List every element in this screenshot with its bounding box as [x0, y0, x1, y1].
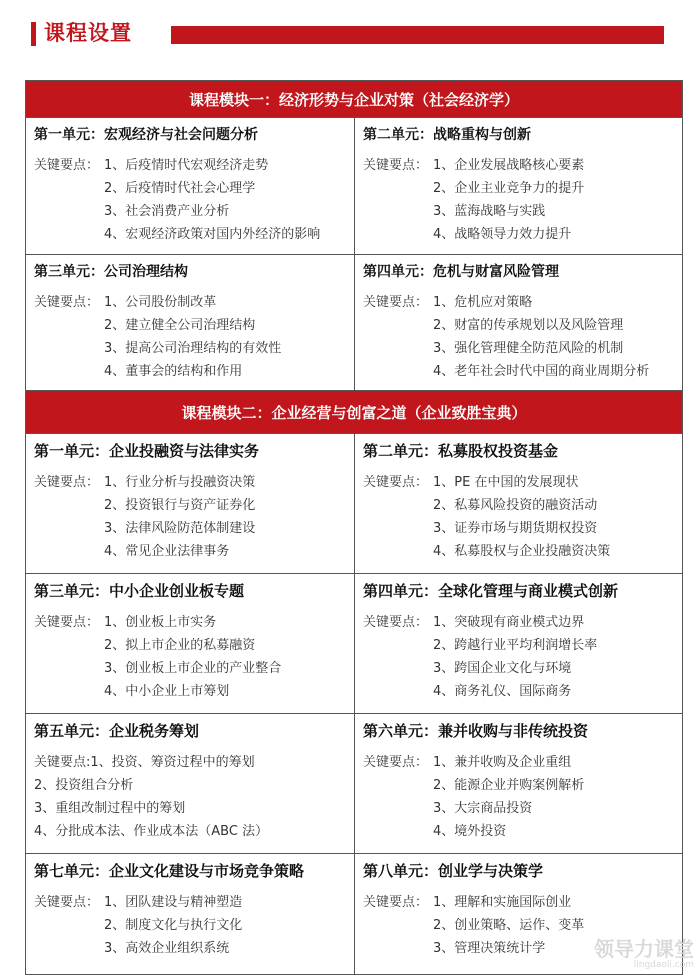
- key-point-text: 3、管理决策统计学: [433, 941, 546, 956]
- indent-spacer: [363, 774, 433, 797]
- unit-title: 第七单元：企业文化建设与市场竞争策略: [34, 862, 305, 880]
- key-point-item: [363, 314, 676, 337]
- unit-title: 第四单元：全球化管理与商业模式创新: [363, 582, 619, 600]
- indent-spacer: [363, 634, 433, 657]
- unit-cell: [26, 255, 354, 390]
- indent-spacer: [363, 494, 433, 517]
- unit-title: 第四单元：危机与财富风险管理: [363, 264, 559, 280]
- unit-row: [26, 574, 682, 714]
- unit-title: 第二单元：战略重构与创新: [363, 127, 531, 143]
- key-point-item: [363, 797, 676, 820]
- unit-row: [26, 854, 682, 974]
- key-points-list: [363, 471, 676, 563]
- key-points-label: 关键要点：: [34, 895, 100, 910]
- key-point-text: 1、理解和实施国际创业: [433, 895, 572, 910]
- indent-spacer: [34, 540, 104, 563]
- key-point-item: [363, 200, 676, 223]
- key-point-item: [34, 154, 348, 177]
- header-red-bar: [171, 26, 664, 44]
- unit-cell: [354, 118, 682, 254]
- key-point-item: [34, 540, 348, 563]
- key-points-label: 关键要点：: [363, 475, 429, 490]
- key-point-text: 3、提高公司治理结构的有效性: [104, 341, 282, 356]
- key-point-text: 2、拟上市企业的私募融资: [104, 638, 256, 653]
- indent-spacer: [34, 177, 104, 200]
- unit-cell: [26, 714, 354, 853]
- key-points-label: 关键要点：: [34, 295, 100, 310]
- title-accent-bar: [31, 22, 36, 46]
- key-point-text: 3、社会消费产业分析: [104, 204, 230, 219]
- unit-title: 第一单元：宏观经济与社会问题分析: [34, 127, 258, 143]
- indent-spacer: [34, 337, 104, 360]
- indent-spacer: [363, 360, 433, 383]
- key-point-text: 2、投资银行与资产证券化: [104, 498, 256, 513]
- unit-title: 第八单元：创业学与决策学: [363, 862, 544, 880]
- key-point-item: [34, 680, 348, 703]
- indent-spacer: [34, 360, 104, 383]
- key-point-item: [34, 891, 348, 914]
- indent-spacer: [363, 540, 433, 563]
- unit-title: 第一单元：企业投融资与法律实务: [34, 442, 260, 460]
- key-point-text: 1、危机应对策略: [433, 295, 533, 310]
- indent-spacer: [363, 200, 433, 223]
- unit-cell: [354, 255, 682, 390]
- key-point-item: [363, 774, 676, 797]
- indent-spacer: [34, 200, 104, 223]
- key-point-text: 1、团队建设与精神塑造: [104, 895, 243, 910]
- key-point-text: 3、强化管理健全防范风险的机制: [433, 341, 624, 356]
- indent-spacer: [34, 634, 104, 657]
- key-point-text: 3、重组改制过程中的筹划: [34, 801, 186, 816]
- indent-spacer: [363, 314, 433, 337]
- key-point-item: [34, 314, 348, 337]
- key-point-text: 2、企业主业竞争力的提升: [433, 181, 585, 196]
- indent-spacer: [363, 223, 433, 246]
- indent-spacer: [34, 517, 104, 540]
- watermark-subtext: lingdaoli.com: [633, 960, 694, 970]
- key-point-text: 4、分批成本法、作业成本法（ABC 法）: [34, 824, 269, 839]
- indent-spacer: [363, 937, 433, 960]
- indent-spacer: [34, 657, 104, 680]
- unit-cell: [26, 118, 354, 254]
- key-points-list: [363, 291, 676, 383]
- key-point-item: [34, 471, 348, 494]
- key-point-item: [363, 657, 676, 680]
- key-point-text: 4、董事会的结构和作用: [104, 364, 243, 379]
- key-point-text: 3、证券市场与期货期权投资: [433, 521, 598, 536]
- key-point-item: [363, 751, 676, 774]
- key-point-item: [363, 680, 676, 703]
- key-point-item: [34, 634, 348, 657]
- key-point-item: [34, 937, 348, 960]
- indent-spacer: [363, 177, 433, 200]
- key-point-text: 2、制度文化与执行文化: [104, 918, 243, 933]
- key-point-text: 2、建立健全公司治理结构: [104, 318, 256, 333]
- unit-cell: [26, 854, 354, 974]
- indent-spacer: [34, 914, 104, 937]
- unit-cell: [26, 574, 354, 713]
- unit-title: 第六单元：兼并收购与非传统投资: [363, 722, 589, 740]
- watermark-text: 领导力课堂: [594, 937, 694, 961]
- key-point-item: [34, 360, 348, 383]
- key-point-text: 4、境外投资: [433, 824, 507, 839]
- key-point-item: [34, 200, 348, 223]
- key-point-item: [363, 634, 676, 657]
- key-point-item: [363, 517, 676, 540]
- key-point-item: [363, 611, 676, 634]
- watermark: [594, 938, 694, 970]
- unit-title: 第三单元：公司治理结构: [34, 264, 188, 280]
- key-point-text: 4、常见企业法律事务: [104, 544, 230, 559]
- page-title: 课程设置: [44, 21, 132, 45]
- unit-cell: [354, 434, 682, 573]
- key-point-item: [363, 891, 676, 914]
- module-header: 课程模块二：企业经营与创富之道（企业致胜宝典）: [26, 391, 682, 434]
- key-point-text: 4、商务礼仪、国际商务: [433, 684, 572, 699]
- key-point-text: 2、私募风险投资的融资活动: [433, 498, 598, 513]
- key-point-item: [34, 774, 348, 797]
- key-point-item: [363, 177, 676, 200]
- key-points-label: 关键要点：: [363, 895, 429, 910]
- key-points-list: [363, 611, 676, 703]
- indent-spacer: [363, 820, 433, 843]
- key-point-item: [363, 471, 676, 494]
- key-point-text: 4、中小企业上市筹划: [104, 684, 230, 699]
- unit-title: 第三单元：中小企业创业板专题: [34, 582, 245, 600]
- key-point-text: 3、跨国企业文化与环境: [433, 661, 572, 676]
- key-point-item: [34, 914, 348, 937]
- key-points-label: 关键要点：: [34, 615, 100, 630]
- module-header: 课程模块一：经济形势与企业对策（社会经济学）: [26, 81, 682, 118]
- unit-row: [26, 714, 682, 854]
- key-point-text: 关键要点:1、投资、筹资过程中的筹划: [34, 755, 255, 770]
- key-point-text: 1、PE 在中国的发展现状: [433, 475, 579, 490]
- key-point-item: [363, 914, 676, 937]
- key-point-item: [363, 540, 676, 563]
- unit-cell: [354, 714, 682, 853]
- key-point-text: 3、大宗商品投资: [433, 801, 533, 816]
- indent-spacer: [34, 314, 104, 337]
- indent-spacer: [363, 914, 433, 937]
- key-points-list: [34, 471, 348, 563]
- key-point-item: [34, 751, 348, 774]
- key-point-item: [363, 494, 676, 517]
- key-point-text: 1、企业发展战略核心要素: [433, 158, 585, 173]
- key-point-item: [34, 657, 348, 680]
- key-points-list: [34, 751, 348, 843]
- key-point-text: 2、投资组合分析: [34, 778, 134, 793]
- indent-spacer: [34, 223, 104, 246]
- key-point-item: [363, 291, 676, 314]
- indent-spacer: [363, 657, 433, 680]
- key-point-text: 1、后疫情时代宏观经济走势: [104, 158, 269, 173]
- key-points-list: [34, 154, 348, 246]
- unit-cell: [354, 574, 682, 713]
- key-point-text: 1、创业板上市实务: [104, 615, 217, 630]
- key-point-text: 2、创业策略、运作、变革: [433, 918, 585, 933]
- key-point-text: 2、后疫情时代社会心理学: [104, 181, 256, 196]
- key-points-label: 关键要点：: [363, 615, 429, 630]
- key-points-label: 关键要点：: [34, 158, 100, 173]
- unit-row: [26, 255, 682, 391]
- unit-title: 第二单元：私募股权投资基金: [363, 442, 559, 460]
- key-point-text: 4、战略领导力效力提升: [433, 227, 572, 242]
- key-points-label: 关键要点：: [363, 158, 429, 173]
- key-point-text: 4、老年社会时代中国的商业周期分析: [433, 364, 650, 379]
- key-points-list: [34, 611, 348, 703]
- page-header: [0, 0, 700, 60]
- key-points-list: [363, 751, 676, 843]
- key-points-label: 关键要点：: [363, 755, 429, 770]
- key-point-item: [34, 797, 348, 820]
- key-point-item: [34, 517, 348, 540]
- key-point-text: 1、突破现有商业模式边界: [433, 615, 585, 630]
- key-point-item: [34, 611, 348, 634]
- key-point-text: 4、私募股权与企业投融资决策: [433, 544, 611, 559]
- key-point-item: [34, 494, 348, 517]
- indent-spacer: [34, 937, 104, 960]
- key-point-text: 3、创业板上市企业的产业整合: [104, 661, 282, 676]
- key-point-text: 3、蓝海战略与实践: [433, 204, 546, 219]
- indent-spacer: [363, 797, 433, 820]
- key-point-item: [34, 820, 348, 843]
- key-point-item: [34, 177, 348, 200]
- unit-title: 第五单元：企业税务筹划: [34, 722, 200, 740]
- unit-row: [26, 118, 682, 255]
- unit-row: [26, 434, 682, 574]
- key-point-item: [34, 291, 348, 314]
- key-points-list: [34, 891, 348, 960]
- key-points-label: 关键要点：: [363, 295, 429, 310]
- key-point-item: [363, 820, 676, 843]
- key-points-list: [34, 291, 348, 383]
- key-point-text: 4、宏观经济政策对国内外经济的影响: [104, 227, 321, 242]
- unit-cell: [26, 434, 354, 573]
- key-point-item: [363, 154, 676, 177]
- key-point-text: 2、财富的传承规划以及风险管理: [433, 318, 624, 333]
- key-point-item: [34, 223, 348, 246]
- key-point-item: [363, 337, 676, 360]
- key-point-item: [363, 360, 676, 383]
- key-point-item: [363, 223, 676, 246]
- key-points-list: [363, 154, 676, 246]
- key-point-text: 1、公司股份制改革: [104, 295, 217, 310]
- key-point-text: 2、能源企业并购案例解析: [433, 778, 585, 793]
- indent-spacer: [34, 494, 104, 517]
- course-table: [25, 80, 683, 975]
- indent-spacer: [363, 337, 433, 360]
- indent-spacer: [363, 680, 433, 703]
- key-point-text: 1、兼并收购及企业重组: [433, 755, 572, 770]
- key-points-label: 关键要点：: [34, 475, 100, 490]
- key-point-item: [34, 337, 348, 360]
- indent-spacer: [34, 680, 104, 703]
- indent-spacer: [363, 517, 433, 540]
- key-point-text: 3、法律风险防范体制建设: [104, 521, 256, 536]
- key-point-text: 3、高效企业组织系统: [104, 941, 230, 956]
- key-point-text: 2、跨越行业平均利润增长率: [433, 638, 598, 653]
- key-point-text: 1、行业分析与投融资决策: [104, 475, 256, 490]
